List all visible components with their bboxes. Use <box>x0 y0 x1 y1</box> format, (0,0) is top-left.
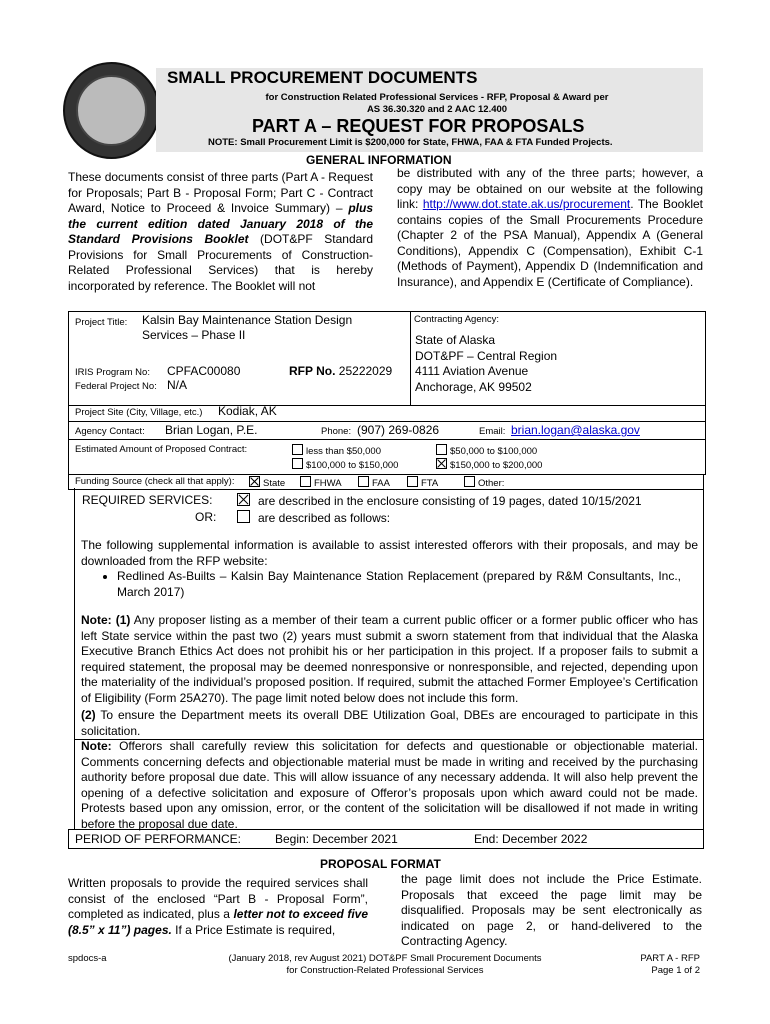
project-site-label: Project Site (City, Village, etc.) <box>75 407 203 418</box>
part-title: PART A – REQUEST FOR PROPOSALS <box>252 116 585 136</box>
note-2-label: (2) <box>81 708 96 722</box>
proposal-format-right: the page limit does not include the Price Estimate. Proposals that exceed the page limit may be disqualified. Proposals may be sent electronically as indicated on page 2, or hand-delivered to the Contracting Agency. <box>401 872 702 948</box>
or-label: OR: <box>195 510 217 524</box>
proposal-format-heading: PROPOSAL FORMAT <box>320 857 441 871</box>
range-option-4[interactable] <box>436 458 542 471</box>
project-title-label: Project Title: <box>75 317 128 328</box>
note-3 <box>81 739 698 832</box>
general-left-text-1: These documents consist of three parts (Part A - Request for Proposals; Part B - Proposal Form; Part C - Contract Award, Notice to Proceed & Invoice Summary) – <box>68 170 373 215</box>
procurement-link[interactable]: http://www.dot.state.ak.us/procurement <box>422 197 631 211</box>
agency-line-2: DOT&PF – Central Region <box>415 348 558 363</box>
funding-label: Funding Source (check all that apply): <box>75 476 235 487</box>
agency-divider <box>410 311 411 405</box>
note-1-text: Any proposer listing as a member of their team a current public officer or a former public officer who has left State service within the past two (2) years must submit a sworn statement from that individual that the Alaska Executive Branch Ethics Act does not prohibit his or her participation in this project. If a proposer fails to submit a required statement, the proposal may be deemed nonresponsive or nonresponsible, and rejected, depending upon the materiality of the individual’s proposed position. If required, submit the attached Former Employee’s Certification of Eligibility (Form 25A270). The page limit noted below does not include this form. <box>81 613 698 705</box>
funding-fta-label: FTA <box>421 478 439 489</box>
range-3-checkbox[interactable] <box>292 458 303 469</box>
rfp-number <box>289 364 392 378</box>
funding-fhwa-label: FHWA <box>314 478 342 489</box>
contracting-agency-address <box>415 333 557 395</box>
period-end: End: December 2022 <box>474 832 588 846</box>
enclosure-checkbox[interactable] <box>237 493 250 506</box>
note-3-label: Note: <box>81 739 112 753</box>
supplemental-info: The following supplemental information is available to assist interested offerors with their proposals, and may be downloaded from the RFP website: <box>81 538 698 568</box>
described-checkbox[interactable] <box>237 510 250 523</box>
funding-faa-label: FAA <box>372 478 390 489</box>
estimate-divider <box>68 439 705 440</box>
agency-contact-label: Agency Contact: <box>75 426 145 437</box>
range-4-label: $150,000 to $200,000 <box>450 460 543 471</box>
footer-left: spdocs-a <box>68 953 107 964</box>
range-1-label: less than $50,000 <box>306 446 382 457</box>
general-left-text-2: (DOT&PF Standard Provisions for Small Procurements of Construction-Related Professional Services) that is hereby incorporated by reference. The Booklet will not <box>68 232 373 293</box>
rfp-label: RFP No. <box>289 364 336 378</box>
project-title-line-2: Services – Phase II <box>142 328 246 342</box>
bullet-as-builts: • Redlined As-Builts – Kalsin Bay Maintenance Station Replacement (prepared by R&M Consultants, Inc., March 2017) <box>117 569 681 600</box>
range-option-2[interactable] <box>436 444 537 457</box>
contracting-agency-label: Contracting Agency: <box>414 314 500 325</box>
phone-label: Phone: <box>321 426 352 437</box>
project-title-line-1: Kalsin Bay Maintenance Station Design <box>142 313 353 327</box>
agency-line-4: Anchorage, AK 99502 <box>415 379 532 394</box>
funding-state-label: State <box>263 478 286 489</box>
estimate-label: Estimated Amount of Proposed Contract: <box>75 444 248 455</box>
footer-right <box>610 953 700 977</box>
note-1 <box>81 613 698 706</box>
range-1-checkbox[interactable] <box>292 444 303 455</box>
iris-value: CPFAC00080 <box>167 364 241 378</box>
general-right-text-1: be distributed with any of the three parts; however, a copy may be obtained on our website at the following link: <box>397 166 703 211</box>
note-2-text: To ensure the Department meets its overall DBE Utilization Goal, DBEs are encouraged to participate in this solicitation. <box>81 708 698 738</box>
range-option-3[interactable] <box>292 458 398 471</box>
footer-page-number: Page 1 of 2 <box>651 965 700 976</box>
general-info-heading: GENERAL INFORMATION <box>306 153 452 167</box>
contact-divider <box>68 421 705 422</box>
state-seal-center <box>76 75 147 146</box>
services-option-enclosure[interactable] <box>237 493 642 508</box>
funding-fhwa-checkbox[interactable] <box>300 476 311 487</box>
agency-line-1: State of Alaska <box>415 333 496 347</box>
email-link[interactable]: brian.logan@alaska.gov <box>511 423 640 437</box>
period-begin: Begin: December 2021 <box>275 832 398 846</box>
subtitle-line-1: for Construction Related Professional Services - RFP, Proposal & Award per <box>265 92 609 103</box>
range-4-checkbox[interactable] <box>436 458 447 469</box>
required-services-label: REQUIRED SERVICES: <box>82 493 213 507</box>
email-label: Email: <box>479 426 506 437</box>
range-3-label: $100,000 to $150,000 <box>306 460 399 471</box>
services-option-described[interactable] <box>237 510 390 525</box>
general-right-text-2: . The Booklet contains copies of the Small Procurements Procedure (Chapter 2 of the PSA Manual), Appendix A (General Conditions), Appendix C (Compensation), Exhibit C-1 (Methods of Payment), Appendix D (Indemnification and Insurance), and Appendix E (Certificate of Compliance). <box>397 197 703 289</box>
document-subtitle <box>247 92 627 116</box>
period-label: PERIOD OF PERFORMANCE: <box>75 832 242 846</box>
funding-other-checkbox[interactable] <box>464 476 475 487</box>
project-title-value <box>142 313 352 343</box>
federal-project-value: N/A <box>167 378 188 392</box>
footer-center-line-1: (January 2018, rev August 2021) DOT&PF Small Procurement Documents <box>228 953 542 964</box>
supplemental-bullet-list <box>81 569 681 600</box>
procurement-limit-note: NOTE: Small Procurement Limit is $200,000 for State, FHWA, FAA & FTA Funded Projects. <box>208 137 613 148</box>
proposal-left-text-2: If a Price Estimate is required, <box>171 922 336 937</box>
footer-center-line-2: for Construction-Related Professional Services <box>286 965 484 976</box>
note-2 <box>81 708 698 739</box>
range-2-label: $50,000 to $100,000 <box>450 446 538 457</box>
rfp-value: 25222029 <box>338 364 393 378</box>
proposal-left-text-1: Written proposals to provide the required services shall consist of the enclosed “Part B - Proposal Form”, completed as indicated, plus a <box>68 876 368 921</box>
iris-label: IRIS Program No: <box>75 367 150 378</box>
note-3-text: Offerors shall carefully review this solicitation for defects and questionable or objectionable material. Comments concerning defects and objectionable material must be made in writing and received by the purchasing authority before proposal due date. This will allow issuance of any necessary addenda. It will also help prevent the opening of a defective solicitation and exposure of Offeror’s proposals upon which award could not be made. Protests based upon any omission, error, or the content of the solicitation will be disallowed if not made in writing before the proposal due date. <box>81 739 698 831</box>
booklet-emphasis: plus the current edition dated January 2018 of the Standard Provisions Booklet <box>68 201 373 246</box>
agency-contact-value: Brian Logan, P.E. <box>165 423 258 437</box>
footer-center <box>190 953 580 977</box>
enclosure-text: are described in the enclosure consisting of 19 pages, dated 10/15/2021 <box>258 494 642 508</box>
agency-line-3: 4111 Aviation Avenue <box>415 364 529 378</box>
phone-value: (907) 269-0826 <box>357 423 440 437</box>
funding-state-checkbox[interactable] <box>249 476 260 487</box>
general-info-left <box>68 170 373 294</box>
funding-faa-checkbox[interactable] <box>358 476 369 487</box>
described-text: are described as follows: <box>258 511 391 525</box>
page-limit-emphasis: letter not to exceed five (8.5” x 11”) pages. <box>68 907 369 937</box>
funding-other-label: Other: <box>478 478 505 489</box>
federal-project-label: Federal Project No: <box>75 381 157 392</box>
proposal-format-left <box>68 876 368 938</box>
note-1-label: Note: (1) <box>81 613 131 627</box>
footer-part-label: PART A - RFP <box>640 953 700 964</box>
document-title: SMALL PROCUREMENT DOCUMENTS <box>167 68 478 87</box>
range-option-1[interactable] <box>292 444 381 457</box>
range-2-checkbox[interactable] <box>436 444 447 455</box>
project-site-value: Kodiak, AK <box>218 404 277 418</box>
site-divider <box>68 405 705 406</box>
funding-fta-checkbox[interactable] <box>407 476 418 487</box>
general-info-right <box>397 166 703 290</box>
subtitle-line-2: AS 36.30.320 and 2 AAC 12.400 <box>366 104 508 115</box>
